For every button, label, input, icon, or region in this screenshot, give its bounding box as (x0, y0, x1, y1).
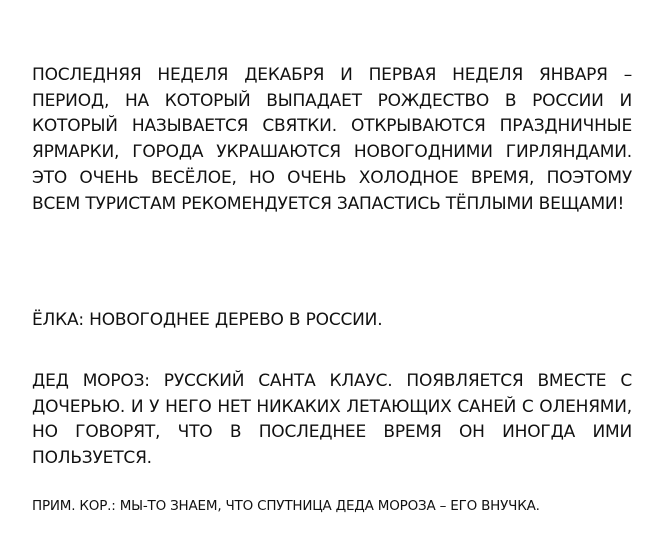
paragraph-yolka: ЁЛКА: НОВОГОДНЕЕ ДЕРЕВО В РОССИИ. (32, 310, 383, 330)
paragraph-svyatki: ПОСЛЕДНЯЯ НЕДЕЛЯ ДЕКАБРЯ И ПЕРВАЯ НЕДЕЛЯ ЯНВАРЯ – ПЕРИОД, НА КОТОРЫЙ ВЫПАДАЕТ РОЖДЕСТВО В РОССИИ И КОТОРЫЙ НАЗЫВАЕТСЯ СВЯТКИ. ОТКРЫВАЮТСЯ ПРАЗДНИЧНЫЕ ЯРМАРКИ, ГОРОДА УКРАШАЮТСЯ НОВОГОДНИМИ ГИРЛЯНДАМИ. ЭТО ОЧЕНЬ ВЕСЁЛОЕ, НО ОЧЕНЬ ХОЛОДНОЕ ВРЕМЯ, ПОЭТОМУ ВСЕМ ТУРИСТАМ РЕКОМЕНДУЕТСЯ ЗАПАСТИСЬ ТЁПЛЫМИ ВЕЩАМИ! (32, 65, 632, 214)
paragraph-ded-moroz: ДЕД МОРОЗ: РУССКИЙ САНТА КЛАУС. ПОЯВЛЯЕТСЯ ВМЕСТЕ С ДОЧЕРЬЮ. И У НЕГО НЕТ НИКАКИХ ЛЕТАЮЩИХ САНЕЙ С ОЛЕНЯМИ, НО ГОВОРЯТ, ЧТО В ПОСЛЕДНЕЕ ВРЕМЯ ОН ИНОГДА ИМИ ПОЛЬЗУЕТСЯ. (32, 371, 632, 469)
paragraph-corrector-note: ПРИМ. КОР.: МЫ-ТО ЗНАЕМ, ЧТО СПУТНИЦА ДЕДА МОРОЗА – ЕГО ВНУЧКА. (32, 497, 540, 514)
